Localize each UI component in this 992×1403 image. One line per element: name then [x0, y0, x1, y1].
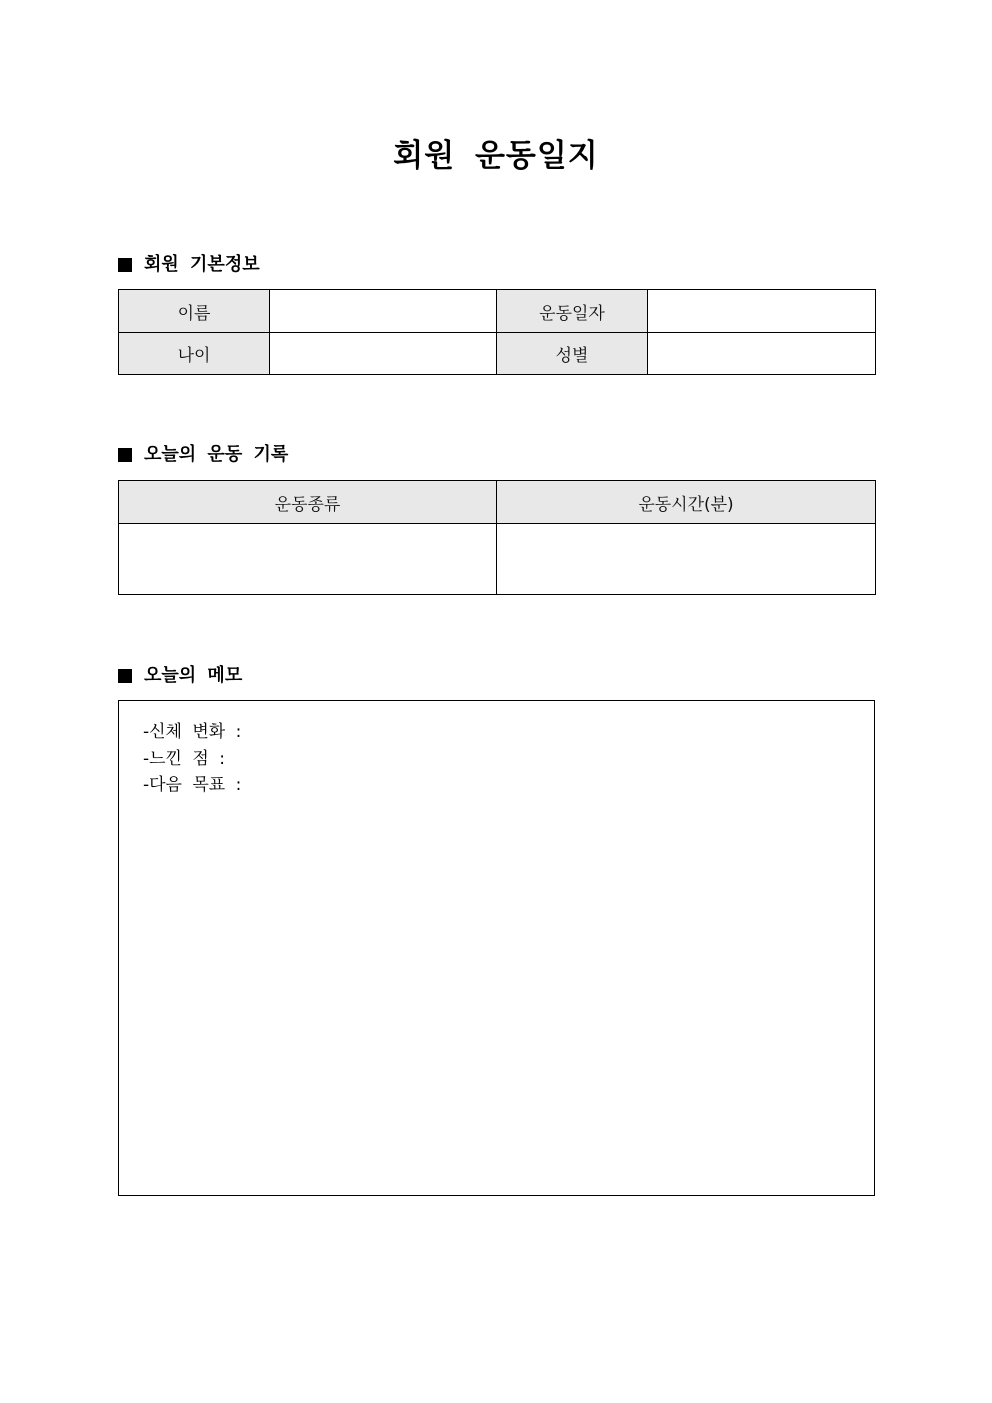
table-row — [119, 524, 876, 595]
black-square-icon — [118, 258, 132, 272]
memo-line-next-goal: -다음 목표 : — [143, 775, 242, 795]
section-heading-label: 회원 기본정보 — [144, 254, 260, 275]
section-heading-exercise-log — [118, 442, 288, 468]
black-square-icon — [118, 669, 132, 683]
column-header-exercise-minutes: 운동시간(분) — [497, 481, 876, 524]
memo-box[interactable] — [118, 700, 875, 1196]
name-label: 이름 — [119, 290, 270, 333]
memo-line-body-change: -신체 변화 : — [143, 722, 242, 742]
table-row — [119, 290, 876, 333]
column-header-exercise-type: 운동종류 — [119, 481, 497, 524]
gender-label: 성별 — [497, 333, 648, 375]
exercise-date-field[interactable] — [648, 290, 876, 333]
age-label: 나이 — [119, 333, 270, 375]
black-square-icon — [118, 448, 132, 462]
page-title: 회원 운동일지 — [393, 138, 599, 174]
memo-lines — [143, 719, 241, 799]
section-heading-label: 오늘의 운동 기록 — [144, 444, 289, 465]
section-heading-basic-info — [118, 252, 260, 278]
basic-info-table — [118, 289, 876, 375]
table-row — [119, 333, 876, 375]
section-heading-memo — [118, 663, 242, 689]
age-field[interactable] — [270, 333, 497, 375]
memo-line-impressions: -느낀 점 : — [143, 748, 225, 769]
section-heading-label: 오늘의 메모 — [144, 665, 243, 686]
exercise-log-table — [118, 480, 876, 595]
gender-field[interactable] — [648, 333, 876, 375]
exercise-minutes-field[interactable] — [497, 524, 876, 595]
name-field[interactable] — [270, 290, 497, 333]
table-header-row — [119, 481, 876, 524]
exercise-type-field[interactable] — [119, 524, 497, 595]
exercise-date-label: 운동일자 — [497, 290, 648, 333]
